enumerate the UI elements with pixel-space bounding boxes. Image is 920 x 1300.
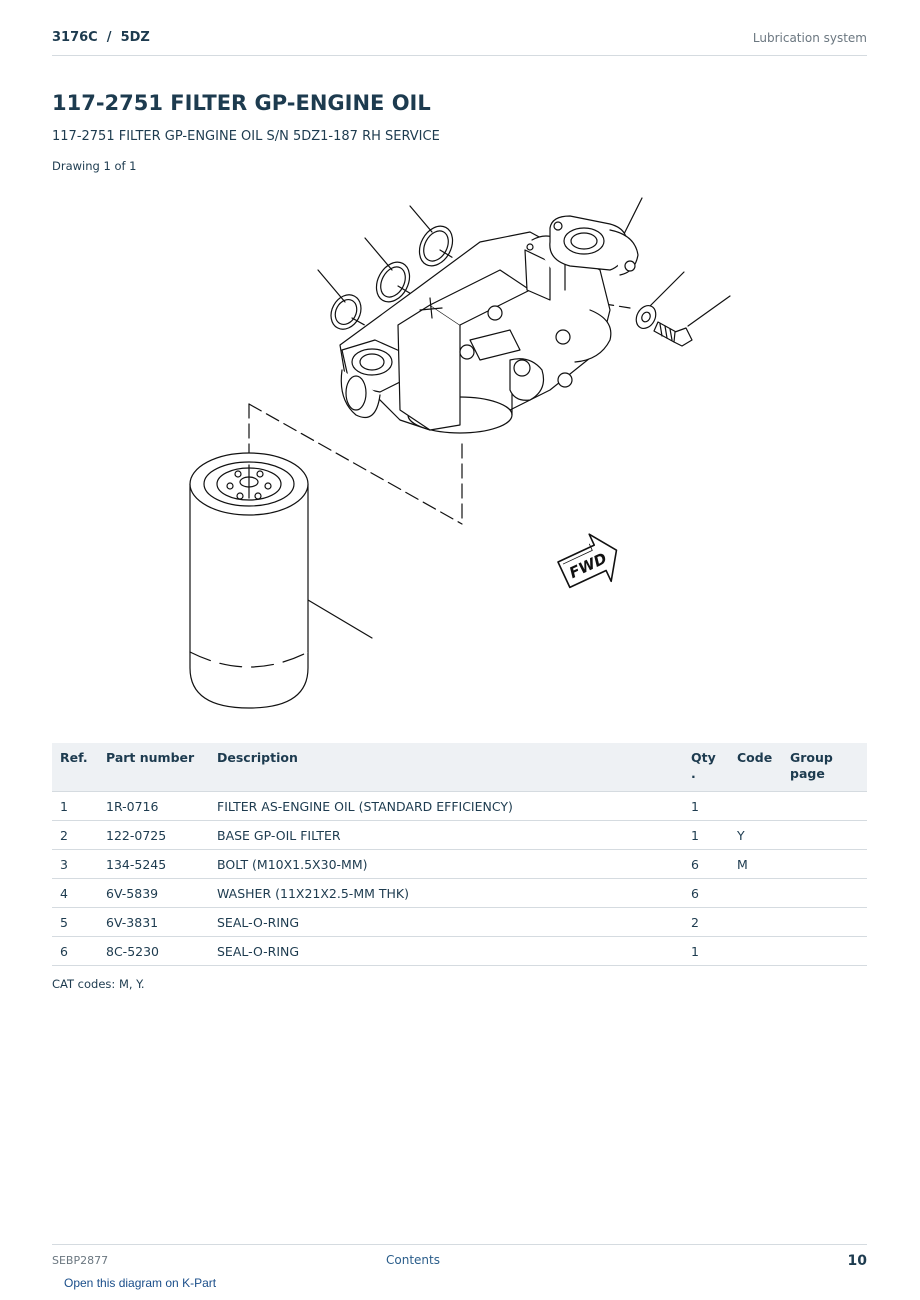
cell-part-number: 1R-0716	[98, 792, 209, 821]
oil-filter-element	[190, 453, 308, 708]
table-row	[52, 879, 867, 908]
cell-group-page	[782, 821, 867, 850]
contents-link[interactable]: Contents	[386, 1253, 440, 1267]
cell-qty: 1	[683, 792, 729, 821]
page-subtitle: 117-2751 FILTER GP-ENGINE OIL S/N 5DZ1-187 RH SERVICE	[52, 129, 440, 144]
header-group-page: Group page	[782, 743, 867, 792]
cell-qty: 1	[683, 937, 729, 966]
cell-part-number: 8C-5230	[98, 937, 209, 966]
document-id: SEBP2877	[52, 1254, 109, 1267]
cell-code: M	[729, 850, 782, 879]
cell-ref: 6	[52, 937, 98, 966]
cell-group-page	[782, 792, 867, 821]
cell-code	[729, 792, 782, 821]
cell-part-number: 6V-3831	[98, 908, 209, 937]
cell-description: SEAL-O-RING	[209, 908, 683, 937]
header-qty: Qty .	[683, 743, 729, 792]
cell-qty: 6	[683, 850, 729, 879]
drawing-count: Drawing 1 of 1	[52, 159, 137, 173]
header-description: Description	[209, 743, 683, 792]
cell-code: Y	[729, 821, 782, 850]
table-row	[52, 821, 867, 850]
cell-code	[729, 908, 782, 937]
cat-codes-note: CAT codes: M, Y.	[52, 977, 145, 991]
cell-ref: 3	[52, 850, 98, 879]
cell-group-page	[782, 879, 867, 908]
parts-diagram	[170, 190, 750, 720]
cell-ref: 2	[52, 821, 98, 850]
table-row	[52, 792, 867, 821]
header-code: Code	[729, 743, 782, 792]
section-label: Lubrication system	[752, 31, 867, 45]
cell-qty: 1	[683, 821, 729, 850]
table-row	[52, 908, 867, 937]
cell-ref: 5	[52, 908, 98, 937]
cell-ref: 1	[52, 792, 98, 821]
model-label: 3176C / 5DZ	[52, 30, 150, 45]
cell-description: WASHER (11X21X2.5-MM THK)	[209, 879, 683, 908]
cell-group-page	[782, 850, 867, 879]
page-number: 10	[847, 1253, 867, 1269]
page-footer	[52, 1244, 867, 1274]
parts-table	[52, 743, 867, 966]
header-ref: Ref.	[52, 743, 98, 792]
table-row	[52, 937, 867, 966]
cell-group-page	[782, 937, 867, 966]
page-header	[52, 28, 867, 56]
cell-qty: 2	[683, 908, 729, 937]
cell-qty: 6	[683, 879, 729, 908]
cell-group-page	[782, 908, 867, 937]
cell-part-number: 134-5245	[98, 850, 209, 879]
cell-code	[729, 879, 782, 908]
table-header-row	[52, 743, 867, 792]
cell-part-number: 122-0725	[98, 821, 209, 850]
cell-description: BASE GP-OIL FILTER	[209, 821, 683, 850]
cell-code	[729, 937, 782, 966]
cell-description: SEAL-O-RING	[209, 937, 683, 966]
header-part-number: Part number	[98, 743, 209, 792]
fwd-label: FWD	[566, 549, 610, 583]
page-title: 117-2751 FILTER GP-ENGINE OIL	[52, 91, 431, 115]
cell-description: BOLT (M10X1.5X30-MM)	[209, 850, 683, 879]
bolt	[654, 322, 692, 346]
cell-ref: 4	[52, 879, 98, 908]
open-in-kpart-link[interactable]: Open this diagram on K-Part	[64, 1276, 217, 1290]
fwd-arrow-icon	[553, 527, 628, 599]
cell-description: FILTER AS-ENGINE OIL (STANDARD EFFICIENCY)	[209, 792, 683, 821]
cell-part-number: 6V-5839	[98, 879, 209, 908]
table-row	[52, 850, 867, 879]
